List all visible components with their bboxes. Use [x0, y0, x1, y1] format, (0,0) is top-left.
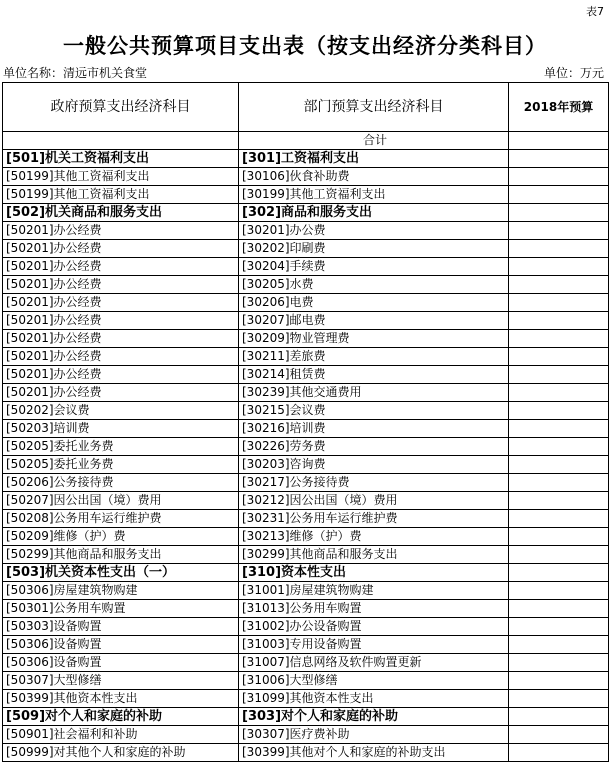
dept-subject-cell: [30204]手续费 [239, 258, 509, 276]
gov-subject-cell: [50303]设备购置 [3, 618, 239, 636]
budget-value-cell [509, 528, 609, 546]
budget-value-cell [509, 636, 609, 654]
group-row [3, 150, 609, 168]
budget-value-cell [509, 294, 609, 312]
gov-subject-cell: [50201]办公经费 [3, 294, 239, 312]
gov-subject-cell: [50205]委托业务费 [3, 438, 239, 456]
table-row [3, 294, 609, 312]
dept-subject-cell: [30231]公务用车运行维护费 [239, 510, 509, 528]
budget-value-cell [509, 600, 609, 618]
dept-subject-cell: [30226]劳务费 [239, 438, 509, 456]
gov-subject-cell: [50201]办公经费 [3, 312, 239, 330]
dept-subject-cell: [30199]其他工资福利支出 [239, 186, 509, 204]
budget-value-cell [509, 366, 609, 384]
table-row [3, 546, 609, 564]
dept-subject-cell: [301]工资福利支出 [239, 150, 509, 168]
gov-subject-cell: [50399]其他资本性支出 [3, 690, 239, 708]
budget-value-cell [509, 456, 609, 474]
gov-subject-cell: [501]机关工资福利支出 [3, 150, 239, 168]
unit-name: 单位名称：清远市机关食堂 [3, 66, 148, 80]
table-row [3, 348, 609, 366]
dept-subject-cell: [30216]培训费 [239, 420, 509, 438]
expenditure-table [2, 82, 609, 762]
table-row [3, 510, 609, 528]
budget-value-cell [509, 240, 609, 258]
budget-value-cell [509, 564, 609, 582]
gov-subject-cell: [50999]对其他个人和家庭的补助 [3, 744, 239, 762]
budget-value-cell [509, 402, 609, 420]
dept-subject-cell: [30399]其他对个人和家庭的补助支出 [239, 744, 509, 762]
budget-value-cell [509, 708, 609, 726]
table-row [3, 330, 609, 348]
gov-subject-cell: [50199]其他工资福利支出 [3, 168, 239, 186]
header-dept-subject: 部门预算支出经济科目 [239, 83, 509, 132]
header-row [3, 83, 609, 132]
gov-subject-cell: [50201]办公经费 [3, 276, 239, 294]
gov-subject-cell: [50201]办公经费 [3, 222, 239, 240]
total-label: 合计 [239, 132, 509, 150]
sheet-number: 表7 [586, 5, 604, 18]
gov-subject-cell: [50306]房屋建筑物购建 [3, 582, 239, 600]
dept-subject-cell: [30213]维修（护）费 [239, 528, 509, 546]
gov-subject-cell: [50203]培训费 [3, 420, 239, 438]
gov-subject-cell: [50306]设备购置 [3, 636, 239, 654]
budget-value-cell [509, 348, 609, 366]
budget-value-cell [509, 726, 609, 744]
page-title: 一般公共预算项目支出表（按支出经济分类科目） [63, 34, 547, 58]
dept-subject-cell: [31002]办公设备购置 [239, 618, 509, 636]
gov-subject-cell: [50299]其他商品和服务支出 [3, 546, 239, 564]
dept-subject-cell: [302]商品和服务支出 [239, 204, 509, 222]
budget-value-cell [509, 276, 609, 294]
dept-subject-cell: [30211]差旅费 [239, 348, 509, 366]
dept-subject-cell: [310]资本性支出 [239, 564, 509, 582]
budget-value-cell [509, 690, 609, 708]
dept-subject-cell: [30214]租赁费 [239, 366, 509, 384]
total-value [509, 132, 609, 150]
dept-subject-cell: [31003]专用设备购置 [239, 636, 509, 654]
group-row [3, 564, 609, 582]
total-row [3, 132, 609, 150]
total-empty-cell [3, 132, 239, 150]
table-row [3, 456, 609, 474]
dept-subject-cell: [30207]邮电费 [239, 312, 509, 330]
budget-value-cell [509, 510, 609, 528]
gov-subject-cell: [50208]公务用车运行维护费 [3, 510, 239, 528]
table-row [3, 726, 609, 744]
dept-subject-cell: [30217]公务接待费 [239, 474, 509, 492]
budget-value-cell [509, 654, 609, 672]
gov-subject-cell: [50201]办公经费 [3, 384, 239, 402]
budget-value-cell [509, 618, 609, 636]
budget-value-cell [509, 744, 609, 762]
table-row [3, 690, 609, 708]
budget-value-cell [509, 420, 609, 438]
group-row [3, 708, 609, 726]
budget-value-cell [509, 150, 609, 168]
gov-subject-cell: [50307]大型修缮 [3, 672, 239, 690]
gov-subject-cell: [50201]办公经费 [3, 366, 239, 384]
dept-subject-cell: [30307]医疗费补助 [239, 726, 509, 744]
table-row [3, 600, 609, 618]
dept-subject-cell: [30299]其他商品和服务支出 [239, 546, 509, 564]
budget-value-cell [509, 204, 609, 222]
table-row [3, 168, 609, 186]
table-row [3, 276, 609, 294]
table-row [3, 402, 609, 420]
table-row [3, 384, 609, 402]
dept-subject-cell: [30203]咨询费 [239, 456, 509, 474]
budget-value-cell [509, 546, 609, 564]
gov-subject-cell: [50201]办公经费 [3, 348, 239, 366]
dept-subject-cell: [31099]其他资本性支出 [239, 690, 509, 708]
dept-subject-cell: [30212]因公出国（境）费用 [239, 492, 509, 510]
table-row [3, 240, 609, 258]
budget-value-cell [509, 438, 609, 456]
table-row [3, 744, 609, 762]
table-row [3, 438, 609, 456]
table-row [3, 420, 609, 438]
dept-subject-cell: [31013]公务用车购置 [239, 600, 509, 618]
dept-subject-cell: [30201]办公费 [239, 222, 509, 240]
dept-subject-cell: [30215]会议费 [239, 402, 509, 420]
table-row [3, 186, 609, 204]
gov-subject-cell: [50209]维修（护）费 [3, 528, 239, 546]
table-row [3, 636, 609, 654]
gov-subject-cell: [50199]其他工资福利支出 [3, 186, 239, 204]
gov-subject-cell: [50207]因公出国（境）费用 [3, 492, 239, 510]
budget-value-cell [509, 330, 609, 348]
table-row [3, 618, 609, 636]
gov-subject-cell: [50901]社会福利和补助 [3, 726, 239, 744]
table-row [3, 582, 609, 600]
budget-value-cell [509, 672, 609, 690]
budget-value-cell [509, 222, 609, 240]
table-row [3, 222, 609, 240]
budget-value-cell [509, 582, 609, 600]
gov-subject-cell: [509]对个人和家庭的补助 [3, 708, 239, 726]
dept-subject-cell: [31007]信息网络及软件购置更新 [239, 654, 509, 672]
gov-subject-cell: [50206]公务接待费 [3, 474, 239, 492]
gov-subject-cell: [50201]办公经费 [3, 240, 239, 258]
budget-value-cell [509, 384, 609, 402]
budget-value-cell [509, 186, 609, 204]
dept-subject-cell: [30205]水费 [239, 276, 509, 294]
table-row [3, 672, 609, 690]
table-row [3, 366, 609, 384]
table-row [3, 474, 609, 492]
currency-unit: 单位：万元 [543, 66, 604, 80]
header-year-budget: 2018年预算 [509, 83, 609, 132]
gov-subject-cell: [50201]办公经费 [3, 258, 239, 276]
dept-subject-cell: [30239]其他交通费用 [239, 384, 509, 402]
gov-subject-cell: [50202]会议费 [3, 402, 239, 420]
dept-subject-cell: [30209]物业管理费 [239, 330, 509, 348]
budget-value-cell [509, 492, 609, 510]
table-row [3, 528, 609, 546]
budget-value-cell [509, 312, 609, 330]
gov-subject-cell: [50306]设备购置 [3, 654, 239, 672]
dept-subject-cell: [30202]印刷费 [239, 240, 509, 258]
gov-subject-cell: [502]机关商品和服务支出 [3, 204, 239, 222]
table-row [3, 492, 609, 510]
header-gov-subject: 政府预算支出经济科目 [3, 83, 239, 132]
dept-subject-cell: [30206]电费 [239, 294, 509, 312]
gov-subject-cell: [50205]委托业务费 [3, 456, 239, 474]
dept-subject-cell: [31001]房屋建筑物购建 [239, 582, 509, 600]
gov-subject-cell: [50301]公务用车购置 [3, 600, 239, 618]
table-row [3, 312, 609, 330]
budget-value-cell [509, 258, 609, 276]
dept-subject-cell: [31006]大型修缮 [239, 672, 509, 690]
budget-value-cell [509, 168, 609, 186]
gov-subject-cell: [50201]办公经费 [3, 330, 239, 348]
budget-value-cell [509, 474, 609, 492]
group-row [3, 204, 609, 222]
table-row [3, 654, 609, 672]
table-row [3, 258, 609, 276]
dept-subject-cell: [30106]伙食补助费 [239, 168, 509, 186]
dept-subject-cell: [303]对个人和家庭的补助 [239, 708, 509, 726]
gov-subject-cell: [503]机关资本性支出（一） [3, 564, 239, 582]
